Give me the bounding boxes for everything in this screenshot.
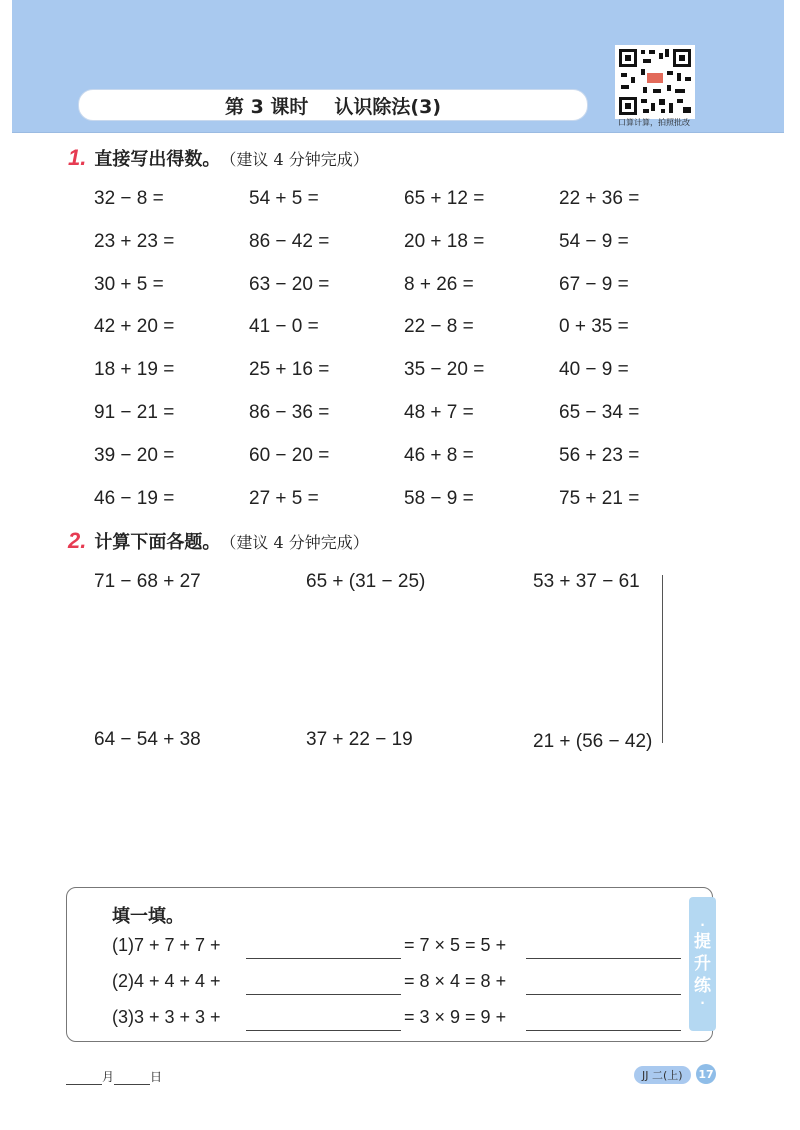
mixed-calc-item: 53 + 37 − 61 — [533, 571, 640, 592]
calc-item: 63 − 20 = — [249, 273, 330, 295]
lesson-number: 第 3 课时 — [224, 95, 309, 118]
qr-caption: 口算计算，拍照批改 — [618, 118, 690, 127]
section-1-note: （建议 4 分钟完成） — [220, 150, 369, 169]
answer-blank[interactable] — [246, 1029, 401, 1031]
answer-blank[interactable] — [526, 993, 681, 995]
mixed-calc-item: 65 + (31 − 25) — [306, 571, 426, 592]
section-2-note: （建议 4 分钟完成） — [220, 533, 369, 552]
calc-item: 30 + 5 = — [94, 273, 164, 295]
oral-calculation-grid — [94, 183, 714, 525]
side-tab-char: 升 — [694, 954, 711, 974]
calc-item: 56 + 23 = — [559, 444, 640, 466]
mixed-calc-item: 21 + (56 − 42) — [533, 731, 653, 752]
fill-row-mid: = 3 × 9 = 9 + — [404, 1007, 507, 1027]
calc-item: 41 − 0 = — [249, 316, 319, 338]
calc-item: 42 + 20 = — [94, 316, 175, 338]
calc-item: 65 + 12 = — [404, 188, 485, 209]
fill-row-mid: = 7 × 5 = 5 + — [404, 935, 507, 955]
calc-item: 46 + 8 = — [404, 444, 474, 466]
section-2-heading — [68, 528, 369, 554]
mixed-calc-item: 71 − 68 + 27 — [94, 571, 201, 592]
calc-item: 54 − 9 = — [559, 230, 629, 252]
calc-item: 20 + 18 = — [404, 230, 485, 252]
fill-row-left: (3)3 + 3 + 3 + — [112, 1007, 221, 1027]
calc-item: 39 − 20 = — [94, 444, 175, 466]
mixed-calc-item: 64 − 54 + 38 — [94, 729, 201, 750]
improvement-practice-tab: · 提 升 练 · — [689, 897, 716, 1031]
fill-row-left: (1)7 + 7 + 7 + — [112, 935, 221, 955]
calc-item: 23 + 23 = — [94, 230, 175, 252]
side-tab-char: 提 — [694, 932, 711, 952]
calc-item: 0 + 35 = — [559, 316, 629, 338]
section-1-number: 1. — [68, 145, 87, 170]
day-label: 日 — [150, 1070, 163, 1084]
calc-item: 35 − 20 = — [404, 359, 485, 381]
calc-item: 91 − 21 = — [94, 401, 175, 423]
calc-item: 27 + 5 = — [249, 487, 319, 509]
calc-item: 22 − 8 = — [404, 316, 474, 338]
side-tab-char: 练 — [694, 976, 711, 996]
section-1-heading — [68, 145, 369, 171]
calc-item: 22 + 36 = — [559, 188, 640, 209]
answer-blank[interactable] — [526, 957, 681, 959]
section-2-title: 计算下面各题。 — [94, 532, 221, 553]
grade-tag: JJ 二(上) — [634, 1066, 691, 1084]
day-blank[interactable] — [114, 1070, 150, 1085]
calc-item: 46 − 19 = — [94, 487, 175, 509]
answer-blank[interactable] — [246, 957, 401, 959]
answer-blank[interactable] — [526, 1029, 681, 1031]
calc-item: 75 + 21 = — [559, 487, 640, 509]
calc-item: 48 + 7 = — [404, 401, 474, 423]
mixed-calc-item: 37 + 22 − 19 — [306, 729, 413, 750]
lesson-topic: 认识除法(3) — [334, 95, 442, 118]
section-2-number: 2. — [68, 528, 87, 553]
calc-item: 86 − 36 = — [249, 401, 330, 423]
answer-blank[interactable] — [246, 993, 401, 995]
calc-item: 60 − 20 = — [249, 444, 330, 466]
month-blank[interactable] — [66, 1070, 102, 1085]
fill-row-mid: = 8 × 4 = 8 + — [404, 971, 507, 991]
calc-item: 67 − 9 = — [559, 273, 629, 295]
calc-item: 65 − 34 = — [559, 401, 640, 423]
calc-item: 25 + 16 = — [249, 359, 330, 381]
lesson-title-bar — [78, 89, 588, 121]
fill-in-title: 填一填。 — [112, 906, 184, 927]
calc-item: 18 + 19 = — [94, 359, 175, 381]
section-1-title: 直接写出得数。 — [94, 149, 221, 170]
calc-item: 40 − 9 = — [559, 359, 629, 381]
date-field — [66, 1068, 162, 1085]
margin-line — [662, 575, 663, 743]
calc-item: 8 + 26 = — [404, 273, 474, 295]
fill-row-left: (2)4 + 4 + 4 + — [112, 971, 221, 991]
calc-item: 32 − 8 = — [94, 188, 164, 209]
qr-code-icon[interactable] — [615, 45, 695, 119]
page-number: 17 — [696, 1064, 716, 1084]
month-label: 月 — [102, 1070, 115, 1084]
calc-item: 86 − 42 = — [249, 230, 330, 252]
calc-item: 54 + 5 = — [249, 188, 319, 209]
calc-item: 58 − 9 = — [404, 487, 474, 509]
